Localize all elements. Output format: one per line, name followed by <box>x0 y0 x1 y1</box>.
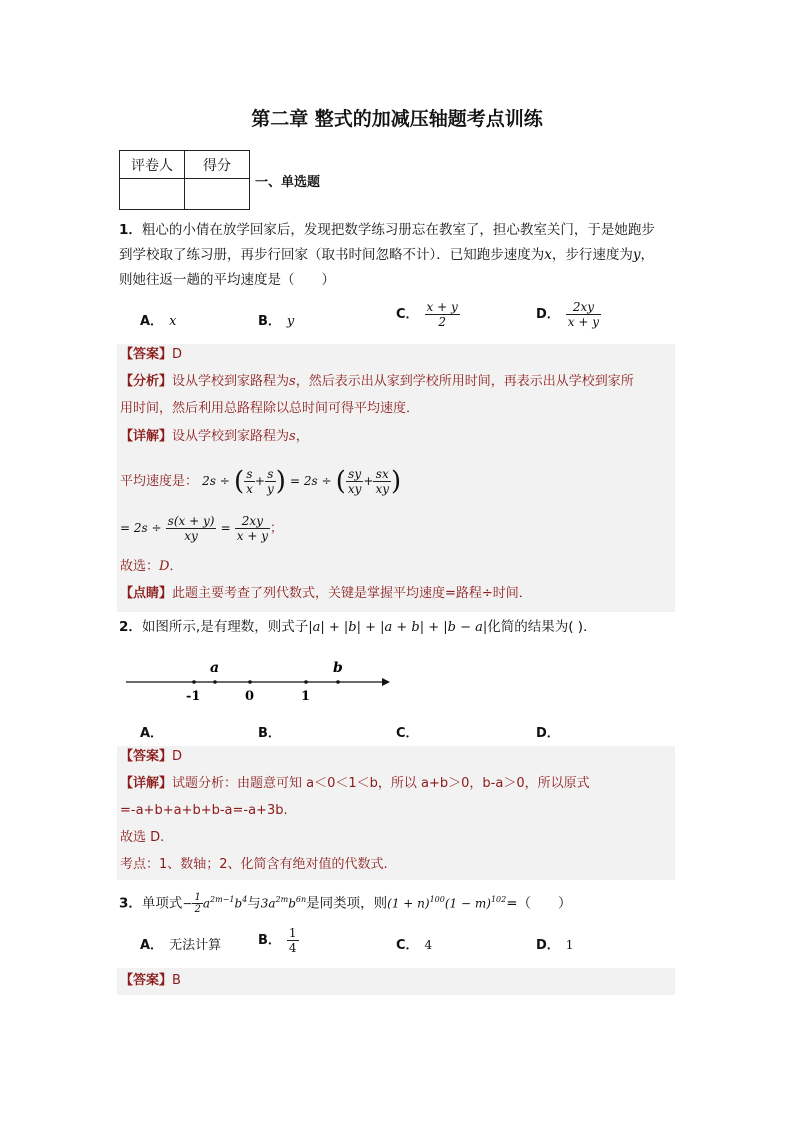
q1-choose-text: 故选： <box>120 559 160 574</box>
var-y: y <box>632 247 641 263</box>
q1-option-d-numerator: 2xy <box>566 300 601 315</box>
tick-zero <box>248 680 252 684</box>
mono1-a: a <box>202 896 210 911</box>
q2-option-b-label: B． <box>258 726 281 741</box>
q3-solution-box <box>117 968 675 995</box>
q3-option-c-value: 4 <box>424 938 433 952</box>
q1-option-d-label: D． <box>536 307 560 322</box>
q1-option-c[interactable] <box>396 300 460 329</box>
score-table <box>119 150 250 210</box>
var-x: x <box>544 247 552 263</box>
q1-choose-line <box>120 556 182 578</box>
q3-option-b-num: 1 <box>288 926 297 940</box>
q1-formula-line1: 平均速度是： 2s ÷ ( $\frac{s}{x}$ + $\frac{s}{y}$ ) = 2s ÷ ( $\frac{sy}{xy}$ + $\frac{sx}{xy}$ ) <box>120 466 402 497</box>
q1-choose-end: ． <box>169 559 183 574</box>
q1-option-b-label: B． <box>258 314 281 329</box>
q2-option-a[interactable] <box>140 722 169 741</box>
frac-xy-2: xy <box>375 482 390 496</box>
q3-option-a[interactable] <box>140 934 221 953</box>
frac-2xy: 2xy <box>235 514 270 529</box>
q3-answer <box>120 970 181 992</box>
frac-s-1: s <box>244 467 255 482</box>
q1-semicolon: ； <box>270 521 284 536</box>
score-table-grader-cell <box>120 179 185 210</box>
question-3-text-a: 单项式 <box>141 895 183 912</box>
mono2-exp-a: 2m <box>275 895 289 904</box>
q1-option-c-denominator: 2 <box>438 315 446 329</box>
q1-analysis-line2: 用时间，然后利用总路程除以总时间可得平均速度． <box>120 401 420 416</box>
section-heading: 一、单选题 <box>255 175 321 190</box>
q1-detail-text1b: ， <box>295 429 309 444</box>
number-line <box>120 652 400 708</box>
question-1-line2b: ，步行速度为 <box>551 247 633 263</box>
q1-option-c-label: C． <box>396 307 419 322</box>
q2-detail-text1: 试题分析：由题意可知 a＜0＜1＜b，所以 a+b＞0，b-a＞0，所以原式 <box>172 776 590 791</box>
q1-math-eq2: = <box>220 521 231 535</box>
q1-option-d[interactable] <box>536 300 601 329</box>
question-2-text-a: 如图所示,是有理数，则式子 <box>141 619 309 635</box>
q2-option-c-label: C． <box>396 726 419 741</box>
question-2-number: 2． <box>119 619 142 635</box>
score-table-header-grader: 评卷人 <box>120 151 185 179</box>
q3-answer-tag: 【答案】 <box>120 973 173 988</box>
q1-detail-tag: 【详解】 <box>120 429 173 444</box>
frac-sxy: s(x + y) <box>167 514 215 528</box>
q1-option-a[interactable] <box>140 310 176 329</box>
frac-y-1: y <box>266 482 274 496</box>
question-3-text-c: 是同类项，则 <box>306 895 388 912</box>
mono2-a: 3a <box>260 896 276 911</box>
point-b <box>336 680 340 684</box>
q1-answer <box>120 344 182 366</box>
frac-xy-3: xy <box>184 529 198 543</box>
var-s: s <box>289 374 296 389</box>
q1-answer-value: D <box>172 347 183 362</box>
q3-option-c[interactable] <box>396 934 432 953</box>
q3-option-a-value: 无法计算 <box>169 938 222 953</box>
q2-option-a-label: A． <box>140 726 164 741</box>
q2-option-d[interactable] <box>536 722 566 741</box>
question-1-line2c: ， <box>640 247 655 263</box>
frac-x-1: x <box>246 482 253 496</box>
plus-1: + <box>254 474 265 488</box>
mono1-exp-a: 2m−1 <box>210 895 235 904</box>
q2-answer-value: D <box>172 749 183 764</box>
q2-option-b[interactable] <box>258 722 287 741</box>
q1-analysis-line1 <box>120 371 634 393</box>
q2-option-c[interactable] <box>396 722 425 741</box>
q3-expr-exp2: 102 <box>490 895 507 904</box>
q3-option-c-label: C． <box>396 938 419 953</box>
question-2-text <box>119 615 681 640</box>
q1-avg-label: 平均速度是： <box>120 474 199 489</box>
q1-option-c-numerator: x + y <box>426 300 458 314</box>
question-1-text <box>119 218 681 293</box>
question-3-text-b: 与 <box>247 895 261 912</box>
q1-math-line3: = 2s ÷ <box>120 521 162 535</box>
q3-expr-part2: (1 − m) <box>444 896 491 911</box>
q2-point-line: 考点：1、数轴；2、化简含有绝对值的代数式. <box>120 857 388 872</box>
question-1-line2: 到学校取了练习册，再步行回家（取书时间忽略不计）．已知跑步速度为 <box>119 247 545 263</box>
q1-point-tag: 【点睛】 <box>120 586 173 601</box>
score-table-score-cell <box>185 179 250 210</box>
q1-analysis-text1b: ，然后表示出从家到学校所用时间，再表示出从学校到家所 <box>295 374 634 389</box>
label-one: 1 <box>301 689 311 704</box>
frac-xpy: x + y <box>236 529 269 543</box>
mono1-exp-b: 4 <box>242 895 248 904</box>
q1-option-a-label: A． <box>140 314 164 329</box>
page-title: 第二章 整式的加减压轴题考点训练 <box>251 108 543 130</box>
q1-math-2s: 2s ÷ <box>202 474 230 488</box>
score-table-header-score: 得分 <box>185 151 250 179</box>
q1-option-b-value: y <box>286 314 295 329</box>
mono1-coef-den: 2 <box>194 904 201 915</box>
mono1-minus: − <box>182 896 193 911</box>
q3-option-b-den: 4 <box>288 941 297 955</box>
frac-s-2: s <box>265 467 276 482</box>
q2-detail-tag: 【详解】 <box>120 776 173 791</box>
question-1-line3: 则她往返一趟的平均速度是（ ） <box>119 272 335 288</box>
q3-option-d[interactable] <box>536 934 573 953</box>
question-3-number: 3． <box>119 895 142 912</box>
frac-xy-1: xy <box>347 482 362 496</box>
question-3-text-d: =（ ） <box>506 895 572 912</box>
q1-solution-box <box>117 344 675 612</box>
mono2-b: b <box>288 896 296 911</box>
label-minus-one: -1 <box>186 689 201 704</box>
mono1-coef-num: 1 <box>194 892 201 903</box>
number-line-arrow <box>382 678 390 686</box>
q2-answer <box>120 746 182 768</box>
q3-answer-value: B <box>172 973 181 988</box>
q3-expr-part1: (1 + n) <box>387 896 430 911</box>
q3-option-a-label: A． <box>140 938 164 953</box>
q2-option-d-label: D． <box>536 726 560 741</box>
q2-choose-line: 故选 D. <box>120 830 165 845</box>
tick-minus-one <box>192 680 196 684</box>
q1-math-eq: = 2s ÷ <box>290 474 332 488</box>
question-2-expression: |a| + |b| + |a + b| + |b − a| <box>308 620 488 635</box>
q1-detail-line1 <box>120 426 309 448</box>
q1-analysis-text1: 设从学校到家路程为 <box>172 374 290 389</box>
q3-option-b[interactable] <box>258 926 299 955</box>
q1-answer-tag: 【答案】 <box>120 347 173 362</box>
q3-option-d-label: D． <box>536 938 560 953</box>
q1-point-line <box>120 583 532 605</box>
frac-sx: sx <box>373 467 391 482</box>
q2-detail-line1 <box>120 773 590 795</box>
question-1-number: 1． <box>119 222 142 238</box>
var-s-2: s <box>289 429 296 444</box>
question-1-line1: 粗心的小倩在放学回家后，发现把数学练习册忘在教室了，担心教室关门，于是她跑步 <box>141 222 655 238</box>
tick-one <box>304 680 308 684</box>
question-2-text-b: 化简的结果为( )． <box>487 619 597 635</box>
label-zero: 0 <box>245 689 255 704</box>
q1-choose-value: D <box>159 559 170 574</box>
point-a <box>213 680 217 684</box>
q1-option-d-denominator: x + y <box>567 315 600 329</box>
mono2-exp-b: 6n <box>295 895 307 904</box>
mono1-b: b <box>234 896 243 911</box>
label-b: b <box>333 660 343 676</box>
q2-detail-line2: =-a+b+a+b+b-a=-a+3b. <box>120 803 288 818</box>
q1-detail-text1: 设从学校到家路程为 <box>172 429 290 444</box>
q3-option-b-label: B． <box>258 933 281 948</box>
label-a: a <box>210 660 220 676</box>
q2-answer-tag: 【答案】 <box>120 749 173 764</box>
q1-formula-line2 <box>120 508 283 549</box>
q1-analysis-tag: 【分析】 <box>120 374 173 389</box>
q2-solution-box <box>117 746 675 880</box>
q3-expr-exp1: 100 <box>429 895 445 904</box>
q3-option-d-value: 1 <box>565 938 574 952</box>
q1-point-text: 此题主要考查了列代数式，关键是掌握平均速度=路程÷时间． <box>172 586 532 601</box>
frac-sy: sy <box>346 467 364 482</box>
question-3-text <box>119 886 681 918</box>
q1-option-a-value: x <box>169 314 177 329</box>
q1-option-b[interactable] <box>258 310 294 329</box>
plus-2: + <box>363 474 374 488</box>
